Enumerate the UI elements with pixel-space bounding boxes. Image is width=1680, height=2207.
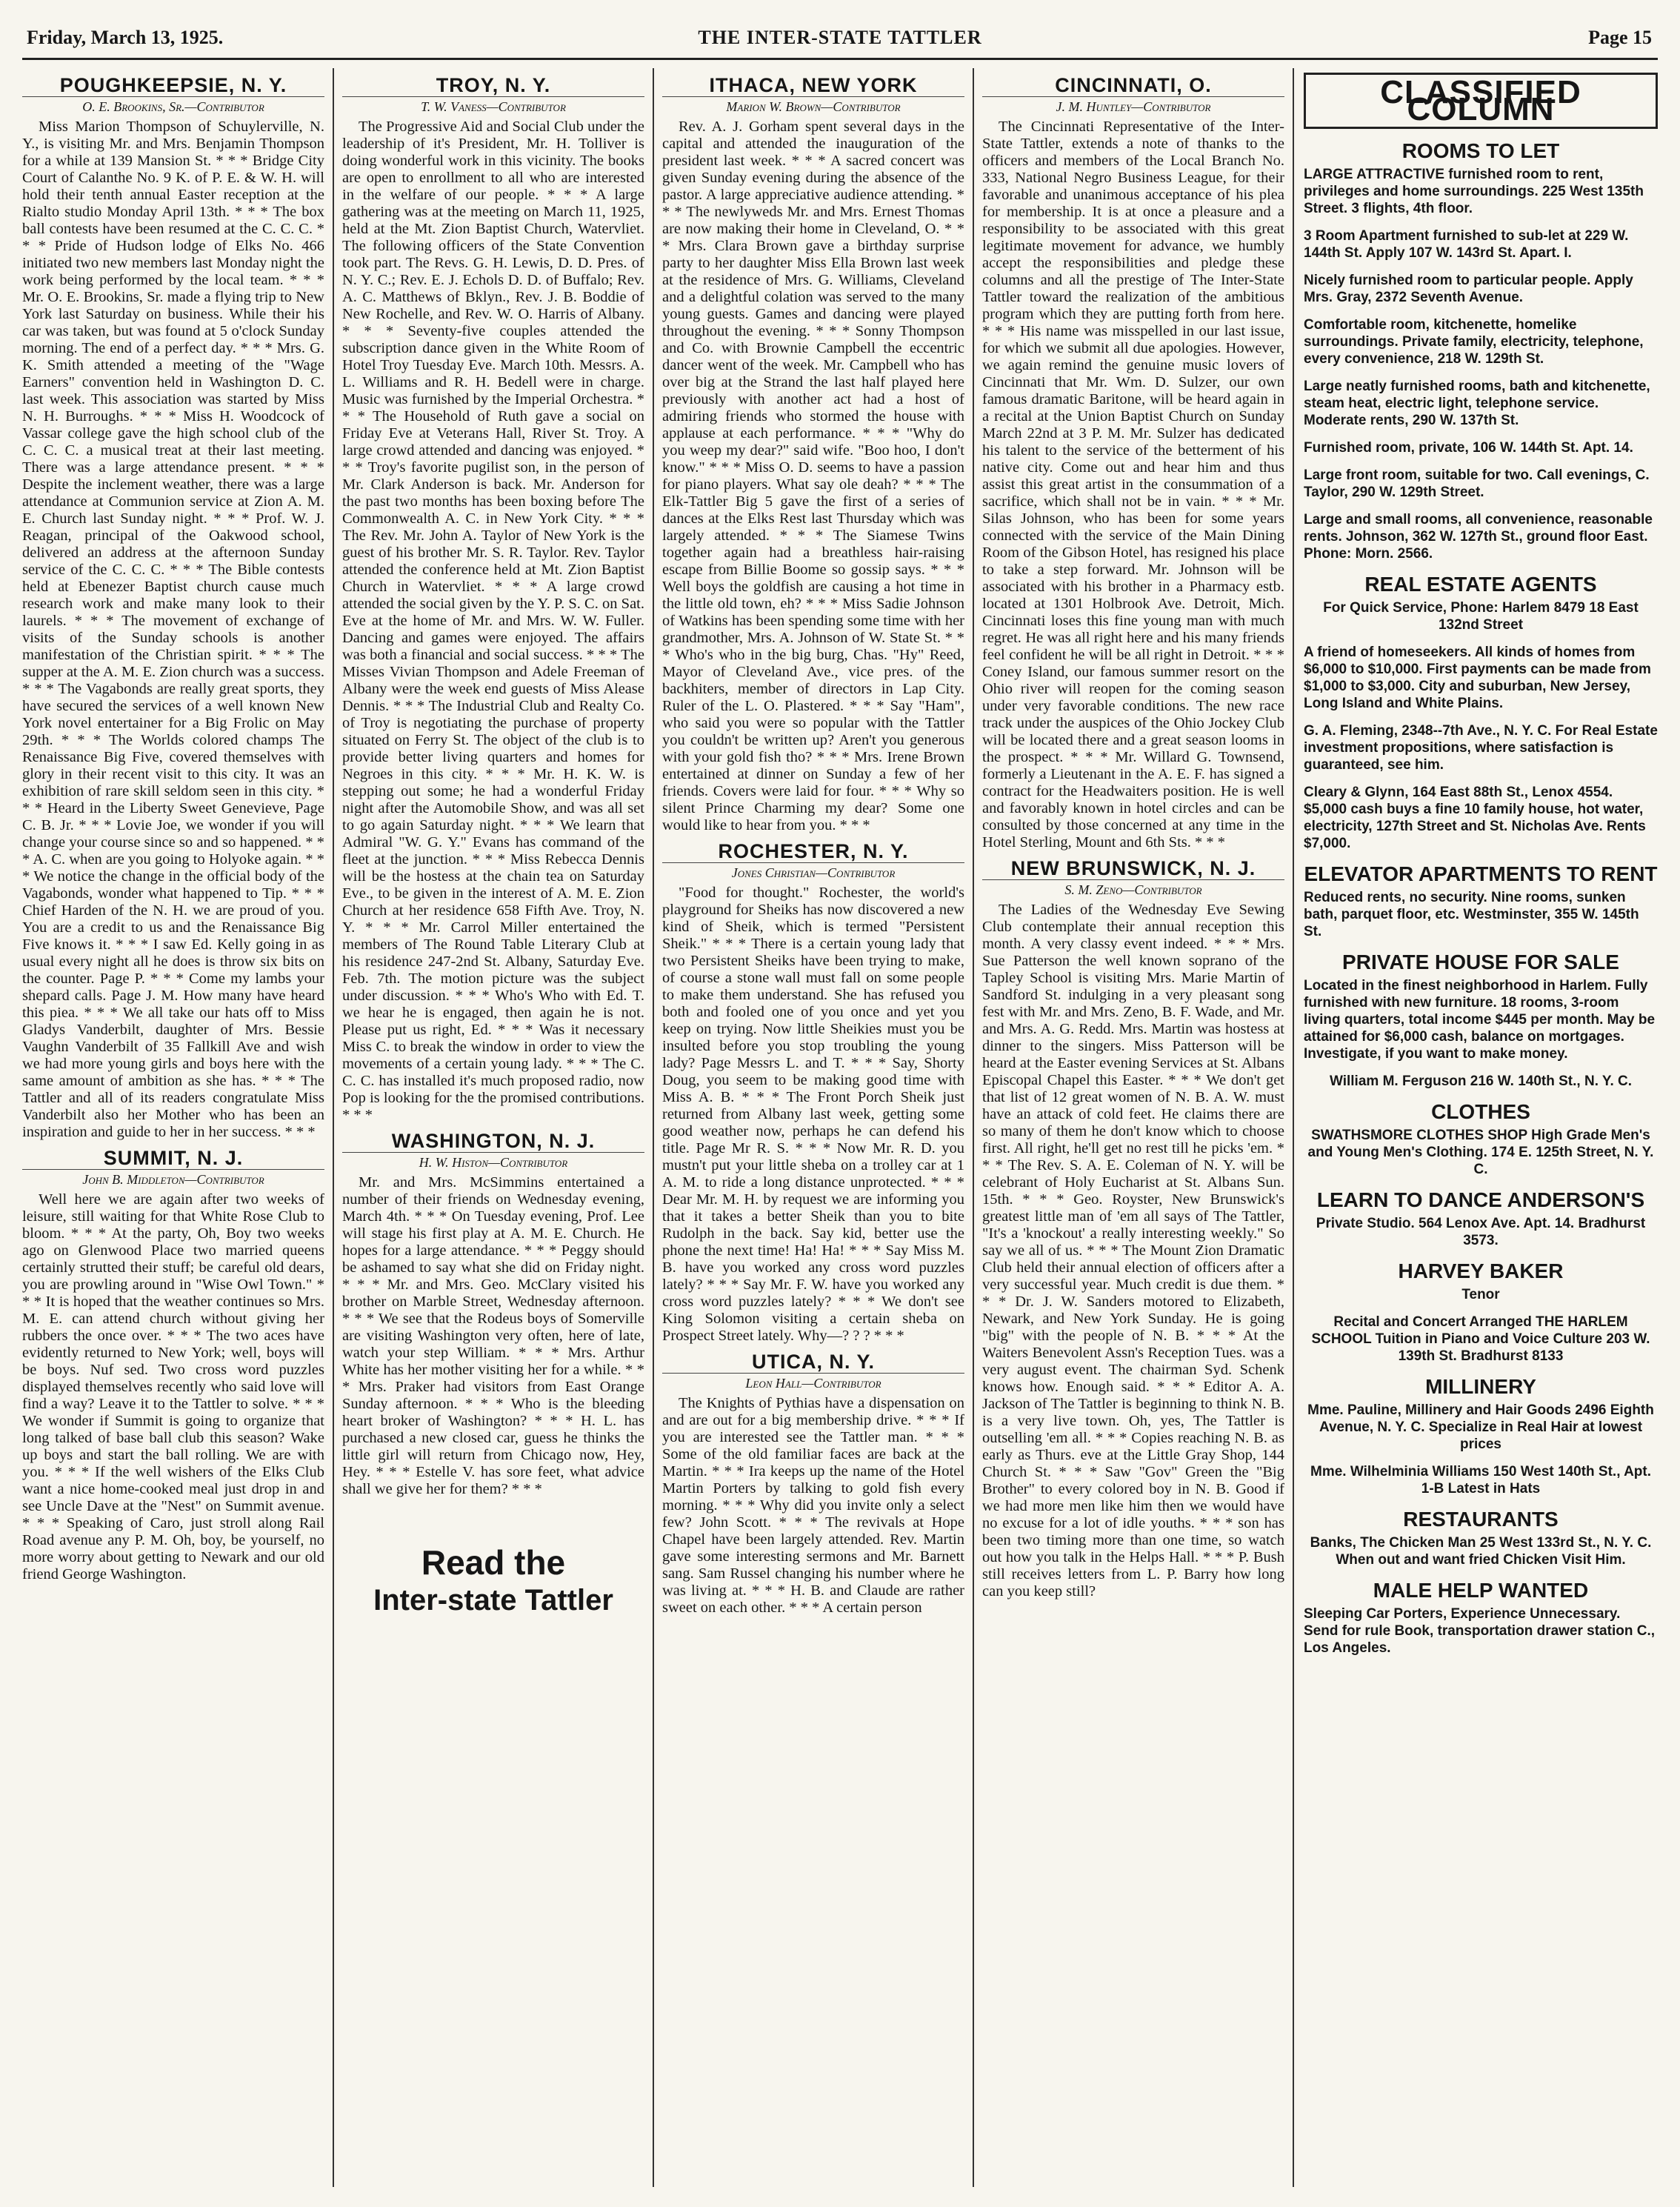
article-byline: H. W. Histon—Contributor <box>342 1152 644 1171</box>
article-byline: Marion W. Brown—Contributor <box>662 96 964 116</box>
column-3 <box>662 68 964 2187</box>
classified-ad: William M. Ferguson 216 W. 140th St., N. Y. C. <box>1329 1073 1633 1089</box>
section-heading: PRIVATE HOUSE FOR SALE <box>1342 951 1619 973</box>
article-byline: T. W. Vaness—Contributor <box>342 96 644 116</box>
article-body: "Food for thought." Rochester, the world's playground for Sheiks has now discovered a new kind of Sheik, which is termed "Persistent Sheik." * * * There is a certain young lady that two Persistent Sheiks have been trying to make, of course a stone wall must fall on some people to make them understand. She has refused you both and fooled one of you once and yet you keep on trying. Now little Sheikies must you be insulted before you stop troubling the young lady? Page Messrs L. and T. * * * Say, Shorty Doug, you seem to be making good time with Miss A. B. * * * The Front Porch Sheik just returned from Albany last week, getting some good weather now, perhaps he can defend his title. Page Mr R. S. * * * Now Mr. R. D. you mustn't put your little sheba on a trolley car at 1 A. M. to ride a long distance unprotected. * * * Dear Mr. M. H. by request we are informing you that it takes a better Sheik than you to bite Rudolph in the back. Say kid, better use the phone the next time! Ha! Ha! * * * Say Miss M. B. have you worked any cross word puzzles lately? * * * Say Mr. F. W. have you worked any cross word puzzles lately? * * * We don't see King Solomon visiting a certain sheba on Prospect Street lately. Why—? ? ? * * * <box>662 885 964 1344</box>
promo-line-2: Inter-state Tattler <box>373 1584 613 1617</box>
classified-ad: G. A. Fleming, 2348--7th Ave., N. Y. C. For Real Estate investment propositions, where satisfaction is guaranteed, see him. <box>1304 723 1658 773</box>
classified-ad: Recital and Concert Arranged THE HARLEM SCHOOL Tuition in Piano and Voice Culture 203 W. 139th St. Bradhurst 8133 <box>1311 1314 1650 1364</box>
article-body: The Knights of Pythias have a dispensation on and are out for a big membership drive. * * * If you are interested see the Tattler man. * * * Some of the old familiar faces are back at the Martin. * * * Ira keeps up the name of the Hotel Martin Porters by talking to gold fish every morning. * * * Why did you invite only a select few? John Scott. * * * The revivals at Hope Chapel have been largely attended. Rev. Martin gave some interesting sermons and Mr. Barnett sang. Sam Russel changing his number where he was living at. * * * H. B. and Claude are rather sweet on each other. * * * A certain person <box>662 1395 964 1616</box>
article-title: CINCINNATI, O. <box>1055 74 1212 96</box>
classified-ad: Private Studio. 564 Lenox Ave. Apt. 14. Bradhurst 3573. <box>1316 1216 1646 1248</box>
column-rule <box>653 68 654 2187</box>
classified-ad: Large and small rooms, all convenience, reasonable rents. Johnson, 362 W. 127th St., ground floor East. Phone: Morn. 2566. <box>1304 512 1653 562</box>
section-heading: CLOTHES <box>1431 1100 1530 1123</box>
section-heading: MILLINERY <box>1425 1375 1536 1398</box>
promo-line-1: Read the <box>421 1543 566 1582</box>
article-title: ROCHESTER, N. Y. <box>718 840 909 862</box>
masthead <box>22 15 1658 60</box>
classified-ad: Mme. Wilhelminia Williams 150 West 140th St., Apt. 1-B Latest in Hats <box>1310 1464 1651 1497</box>
classified-banner: CLASSIFIED COLUMN <box>1304 73 1658 129</box>
article-byline: S. M. Zeno—Contributor <box>982 879 1284 899</box>
article-body: The Progressive Aid and Social Club under the leadership of it's President, Mr. H. Tolliver is doing wonderful work in this vicinity. The books are open to enrollment to all who are interested in the welfare of our people. * * * A large gathering was at the meeting on March 11, 1925, held at the Mt. Zion Baptist Church, Watervliet. The following officers of the State Convention took part. The Revs. G. H. Lewis, D. D. Pres. of N. Y. C.; Rev. E. J. Echols D. D. of Buffalo; Rev. A. C. Matthews of Bklyn., Rev. J. B. Boddie of New Rochelle, and Rev. W. O. Harris of Albany. * * * Seventy-five couples attended the subscription dance given in the White Room of Hotel Troy Tuesday Eve. March 10th. Messrs. A. L. Williams and R. H. Bedell were in charge. Music was furnished by the Imperial Orchestra. * * * The Household of Ruth gave a social on Friday Eve at Veterans Hall, River St. Troy. A large crowd attended and dancing was enjoyed. * * * Troy's favorite pugilist son, in the person of Mr. Clark Anderson is back. Mr. Anderson for the past two months has been boxing before The Commonwealth A. C. in New York City. * * * The Rev. Mr. John A. Taylor of New York is the guest of his brother Mr. S. R. Taylor. Rev. Taylor attended the conference held at Mt. Zion Baptist Church in Watervliet. * * * A large crowd attended the social given by the Y. P. S. C. on Sat. Eve at the home of Mr. and Mrs. W. W. Fuller. Dancing and games were enjoyed. The affairs was both a financial and social success. * * * The Misses Vivian Thompson and Adele Freeman of Albany were the week end guests of Miss Alease Dennis. * * * The Industrial Club and Realty Co. of Troy is negotiating the purchase of property situated on Ferry St. The object of the club is to provide better living quarters and homes for Negroes in this city. * * * Mr. H. K. W. is stepping out some; he had a wonderful Friday night after the Automobile Show, and was all set to go again Saturday night. * * * We learn that Admiral "W. G. Y." Evans has command of the fleet at the junction. * * * Miss Rebecca Dennis will be the hostess at the chain tea on Saturday Eve., to be given in the interest of A. M. E. Zion Church at her residence 658 Fifth Ave. Troy, N. Y. * * * Mr. Carrol Miller entertained the members of The Round Table Literary Club at his residence 247-2nd St. Albany, Saturday Eve. Feb. 7th. The motion picture was the subject under discussion. * * * Who's Who with Ed. T. we hear he is engaged, then again he is not. Please put us right, Ed. * * * Was it necessary Miss C. to break the window in order to view the movements of a certain young lady. * * * The C. C. C. has installed it's much proposed radio, now Pop is looking for the the promised contributions. * * * <box>342 119 644 1123</box>
classified-ad: Banks, The Chicken Man 25 West 133rd St., N. Y. C. When out and want fried Chicken Visit Him. <box>1310 1535 1652 1568</box>
article-byline: John B. Middleton—Contributor <box>22 1169 324 1188</box>
article-title: TROY, N. Y. <box>436 74 551 96</box>
section-heading: RESTAURANTS <box>1403 1508 1559 1531</box>
article-title: WASHINGTON, N. J. <box>391 1130 596 1152</box>
article-byline: J. M. Huntley—Contributor <box>982 96 1284 116</box>
classified-ad: A friend of homeseekers. All kinds of homes from $6,000 to $10,000. First payments can be made from $1,000 to $3,000. City and suburban, New Jersey, Long Island and White Plains. <box>1304 645 1651 711</box>
article-title: POUGHKEEPSIE, N. Y. <box>59 74 287 96</box>
classified-ad: Sleeping Car Porters, Experience Unnecessary. Send for rule Book, transportation drawer station C., Los Angeles. <box>1304 1606 1655 1656</box>
article-body: The Ladies of the Wednesday Eve Sewing Club contemplate their annual reception this month. A very classy event indeed. * * * Mrs. Sue Patterson the well known soprano of the Tapley School is visiting Mrs. Marie Martin of Sandford St. indulging in a very pleasant song fest with Mr. and Mrs. Zeno, B. F. Wade, and Mr. and Mrs. A. G. Redd. Mrs. Martin was hostess at dinner to the singers. Miss Patterson will be heard at the Easter evening Services at St. Albans Episcopal Chapel this Easter. * * * We don't get that list of 12 great women of N. B. A. W. must have an attack of cold feet. He claims there are so many of them he don't know which to choose first. All right, he'll get no rest till he picks 'em. * * * The Rev. S. A. E. Coleman of N. Y. will be celebrant of Holy Eucharist at St. Albans Sun. 15th. * * * Geo. Royster, New Brunswick's greatest little man of 'em all says of The Tattler, "It's a 'knockout' a really interesting weekly." So say we all of us. * * * The Mount Zion Dramatic Club held their annual election of officers after a very successful year. Much credit is due them. * * * Dr. J. W. Sanders motored to Elizabeth, Newark, and New York Sunday. He is going "big" with the people of N. B. * * * At the Waiters Benevolent Assn's Reception Tues. was a very august event. The chairman Syd. Schenk knows how. Enough said. * * * Editor A. A. Jackson of The Tattler is beginning to think N. B. is a very live town. Oh, yes, The Tattler is outselling 'em all. * * * Copies reaching N. B. as early as Thurs. eve at the Little Gray Shop, 144 Church St. * * * Saw "Gov" Green the "Big Brother" to every colored boy in N. B. Good if we had more men like him then we would have no excuse for a lot of idle youths. * * * son has been two timing more than one time, so watch out how you talk in the Helps Hall. * * * P. Bush still receives letters from L. P. Barry how long can you keep still? <box>982 902 1284 1600</box>
paper-name: THE INTER-STATE TATTLER <box>698 27 982 48</box>
section-heading: REAL ESTATE AGENTS <box>1364 573 1597 596</box>
section-heading: ELEVATOR APARTMENTS TO RENT <box>1304 862 1658 885</box>
section-heading: MALE HELP WANTED <box>1373 1579 1589 1602</box>
classified-ad: Nicely furnished room to particular people. Apply Mrs. Gray, 2372 Seventh Avenue. <box>1304 273 1633 305</box>
column-rule <box>333 68 334 2187</box>
article-body: The Cincinnati Representative of the Inter-State Tattler, extends a note of thanks to the officers and members of the Local Branch No. 333, National Negro Business League, for their favorable and unanimous acceptance of his plea for membership. It is at once a pleasure and a responsibility to be associated with this great legitimate movement for advance, we humbly accept the responsibilities and pledge these columns and all the prestige of The Inter-State Tattler toward the realization of the ambitious program which they are putting forth from here. * * * His name was misspelled in our last issue, for which we submit all due apologies. However, we again remind the genuine music lovers of Cincinnati that Mr. Wm. D. Sulzer, our own famous dramatic Baritone, will be heard again in a recital at the Union Baptist Church on Sunday March 22nd at 3 P. M. Mr. Sulzer has dedicated his talent to the service of the betterment of his native city. Come out and hear him and thus assist this great artist in the consummation of a sacrifice, which shall not be in vain. * * * Mr. Silas Johnson, who has been for some years connected with the service of the Main Dining Room of the Gibson Hotel, has resigned his place to take a step forward. Mr. Johnson will be associated with his brother in a Pharmacy estb. located at 1301 Holbrook Ave. Detroit, Mich. Cincinnati loses this fine young man with much regret. He was all right here and his many friends feel confident he will be all right in Detroit. * * * Coney Island, our famous summer resort on the Ohio river will reopen for the coming season under very favorable conditions. The new race track under the auspices of the Ohio Jockey Club will be located there and a great season looms in the prospect. * * * Mr. Willard G. Townsend, formerly a Lieutenant in the A. E. F. has signed a contract for the Headwaiters position. He is well and favorably known in hotel circles and can be consulted by those concerned at any time in the Hotel Sterling, Mount and 6th Sts. * * * <box>982 119 1284 850</box>
article-body: Mr. and Mrs. McSimmins entertained a number of their friends on Wednesday evening, March 4th. * * * On Tuesday evening, Prof. Lee will stage his first play at A. M. E. Church. He hopes for a large attendance. * * * Peggy should be ashamed to say what she did on Friday night. * * * Mr. and Mrs. Geo. McClary visited his brother on Marble Street, Wednesday afternoon. * * * We see that the Rodeus boys of Somerville are visiting Washington very often, here of late, watch your step William. * * * Mrs. Arthur White has her mother visiting her for a while. * * * Mrs. Praker had visitors from East Orange Sunday afternoon. * * * Who is the bleeding heart broker of Washington? * * * H. L. has purchased a new closed car, guess he thinks the little girl will return from Chicago now, Hey, Hey. * * * Estelle V. has sore feet, what advice shall we give her for them? * * * <box>342 1174 644 1497</box>
column-2 <box>342 68 644 2187</box>
newspaper-page <box>22 15 1658 2193</box>
classified-ad: SWATHSMORE CLOTHES SHOP High Grade Men's and Young Men's Clothing. 174 E. 125th Street, N. Y. C. <box>1307 1128 1654 1177</box>
classified-ad: Furnished room, private, 106 W. 144th St. Apt. 14. <box>1304 440 1633 456</box>
article-title: NEW BRUNSWICK, N. J. <box>1010 857 1256 879</box>
article-byline: O. E. Brookins, Sr.—Contributor <box>22 96 324 116</box>
column-rule <box>973 68 974 2187</box>
issue-date: Friday, March 13, 1925. <box>27 27 224 48</box>
classified-ad: LARGE ATTRACTIVE furnished room to rent, privileges and home surroundings. 225 West 135th Street. 3 flights, 4th floor. <box>1304 167 1644 216</box>
column-1 <box>22 68 324 2187</box>
article-byline: Jones Christian—Contributor <box>662 862 964 882</box>
article-byline: Leon Hall—Contributor <box>662 1373 964 1392</box>
article-body: Miss Marion Thompson of Schuylerville, N. Y., is visiting Mr. and Mrs. Benjamin Thompson for a while at 139 Mansion St. * * * Bridge City Court of Calanthe No. 9 K. of P. E. & W. H. will hold their tenth annual Easter reception at the Rialto studio Monday April 13th. * * * The box ball contests have been resumed at the C. C. C. * * * Pride of Hudson lodge of Elks No. 466 initiated two new members last Monday night the work being performed by the local team. * * * Mr. O. E. Brookins, Sr. made a flying trip to New York last Saturday on business. While their his car was taken, but was found at 5 o'clock Sunday morning. The end of a perfect day. * * * Mrs. G. K. Smith attended a meeting of the "Wage Earners" convention held in Washington D. C. last week. This association was started by Miss N. H. Burroughs. * * * Miss H. Woodcock of Vassar college gave the high school club of the C. C. C. a musical treat at their last meeting. There was a large attendance present. * * * Despite the inclement weather, there was a large attendance at Communion service at Zion A. M. E. Church last Sunday night. * * * Prof. W. J. Reagan, principal of the Oakwood school, delivered an address at the afternoon Sunday service of the C. C. C. * * * The Bible contests held at Ebenezer Baptist church cause much research work and make many look to their laurels. * * * The movement of exchange of visits of the Sunday schools is another manifestation of the Christian spirit. * * * The supper at the A. M. E. Zion church was a success. * * * The Vagabonds are really great sports, they have secured the services of a well known New York novel entertainer for a Big Frolic on May 29th. * * * The Worlds colored champs The Renaissance Big Five, covered themselves with glory in their recent visit to this city. It was an exhibition of rare skill seldom seen in this city. * * * Heard in the Liberty Sweet Genevieve, Page C. B. Jr. * * * Lovie Joe, we wonder if you will change your course since so and so happened. * * * A. C. when are you going to Holyoke again. * * * We notice the change in the official body of the Vagabonds, wonder what happened to Tip. * * * Chief Harden of the N. H. we are proud of you. You are a credit to us and the Renaissance Big Five knows it. * * * I saw Ed. Kelly going in as usual every night all he does is throw six bits on the counter. Page P. * * * Come my lambs your shepard calls. Page J. M. How many have heard this piea. * * * We all take our hats off to Miss Gladys Vanderbilt, daughter of Mrs. Bessie Vaughn Vanderbilt of 35 Fallkill Ave and wish we had more young girls and boys here with the same amount of ambition as she has. * * * The Tattler and all of its readers congratulate Miss Vanderbilt also her Mother who has been an inspiration and guide to her in her success. * * * <box>22 119 324 1140</box>
promo-box <box>342 1542 644 1618</box>
classified-ad: For Quick Service, Phone: Harlem 8479 18 East 132nd Street <box>1323 600 1639 633</box>
classified-column <box>1304 68 1658 2187</box>
article-title: SUMMIT, N. J. <box>103 1147 244 1169</box>
section-heading: HARVEY BAKER <box>1398 1259 1564 1282</box>
classified-ad: Mme. Pauline, Millinery and Hair Goods 2496 Eighth Avenue, N. Y. C. Specialize in Real Hair at lowest prices <box>1307 1402 1654 1452</box>
column-4 <box>982 68 1284 2187</box>
section-heading: LEARN TO DANCE ANDERSON'S <box>1316 1188 1645 1211</box>
classified-ad: Located in the finest neighborhood in Harlem. Fully furnished with new furniture. 18 rooms, 3-room living quarters, total income $445 per month. May be attained for $6,000 cash, balance on mortgages. Investigate, if you want to make money. <box>1304 978 1656 1062</box>
page-number: Page 15 <box>1588 27 1652 48</box>
article-title: ITHACA, NEW YORK <box>709 74 918 96</box>
classified-ad: Reduced rents, no security. Nine rooms, sunken bath, parquet floor, etc. Westminster, 355 W. 145th St. <box>1304 890 1639 939</box>
article-body: Rev. A. J. Gorham spent several days in the capital and attended the inauguration of the president last week. * * * A sacred concert was given Sunday evening during the absence of the pastor. A large appreciative audience attending. * * * The newlyweds Mr. and Mrs. Ernest Thomas are now making their home in Cleveland, O. * * * Mrs. Clara Brown gave a birthday surprise party to her daughter Miss Ella Brown last week at the residence of Mrs. G. Williams, Cleveland and a delightful colation was served to the many young guests. Games and dancing were played throughout the evening. * * * Sonny Thompson and Co. with Brownie Campbell the eccentric dancer went of the week. Mr. Campbell who has over big at the Strand the last half played here previously with another act had a host of admiring friends who stormed the house with applause at each performance. * * * "Why do you weep my dear?" said wife. "Boo hoo, I don't know." * * * Miss O. D. seems to have a passion for piano players. What say ole deah? * * * The Elk-Tattler Big 5 gave the first of a series of dances at the Elks Rest last Thursday which was largely attended. * * * The Siamese Twins together again had a breathless hair-raising escape from Billie Boome so gossip says. * * * Well boys the goldfish are causing a hot time in the little old town, eh? * * * Miss Sadie Johnson of Watkins has been spending some time with her grandmother, Mrs. A. Johnson of W. State St. * * * Who's who in the big burg, Chas. "Hy" Reed, Mayor of Cleveland Ave., vice pres. of the backhiters, member of directors in Lap City. Ruler of the L. O. Plastered. * * * Say "Ham", who said you were so popular with the Tattler you couldn't be written up? Aren't you generous with your gold fish tho? * * * Mrs. Irene Brown entertained at dinner on Sunday a few of her friends. Covers were laid for four. * * * Why so silent Prince Charming my dear? Some one would like to hear from you. * * * <box>662 119 964 833</box>
classified-ad: Large front room, suitable for two. Call evenings, C. Taylor, 290 W. 129th Street. <box>1304 467 1650 500</box>
article-body: Well here we are again after two weeks of leisure, still waiting for that White Rose Club to bloom. * * * At the party, Oh, Boy two weeks ago on Glenwood Place two married queens certainly strutted their stuff; be careful old dears, you are prowling around in "Wise Owl Town." * * * It is hoped that the weather continues so Mrs. M. E. can attend church without giving her rubbers the once over. * * * The two aces have evidently returned to New York; well, boys will be boys. Nuf sed. Two cross word puzzles displayed themselves recently who said love will find a way? Leave it to the Tattler to solve. * * * We wonder if Summit is going to organize that long talked of base ball club this season? Wake up boys and start the ball rolling. We are with you. * * * If the well wishers of the Elks Club want a nice home-cooked meal just drop in and see Uncle Dave at the "Nest" on Summit avenue. * * * Speaking of Caro, just stroll along Rail Road avenue any P. M. Oh, boy, be yourself, no more worry about getting to Newark and our old friend George Washington. <box>22 1191 324 1582</box>
classified-ad: Cleary & Glynn, 164 East 88th St., Lenox 4554. $5,000 cash buys a fine 10 family house, hot water, electricity, 127th Street and St. Nicholas Ave. Rents $7,000. <box>1304 785 1646 851</box>
article-title: UTICA, N. Y. <box>751 1351 876 1373</box>
classified-ad: Comfortable room, kitchenette, homelike surroundings. Private family, electricity, telephone, every convenience, 218 W. 129th St. <box>1304 317 1644 367</box>
classified-ad: 3 Room Apartment furnished to sub-let at 229 W. 144th St. Apply 107 W. 143rd St. Apart. I. <box>1304 228 1629 261</box>
classified-ad: Tenor <box>1461 1287 1500 1302</box>
section-heading: ROOMS TO LET <box>1401 139 1560 162</box>
column-rule <box>1293 68 1294 2187</box>
classified-ad: Large neatly furnished rooms, bath and kitchenette, steam heat, electric light, telephone service. Moderate rents, 290 W. 137th St. <box>1304 379 1650 428</box>
